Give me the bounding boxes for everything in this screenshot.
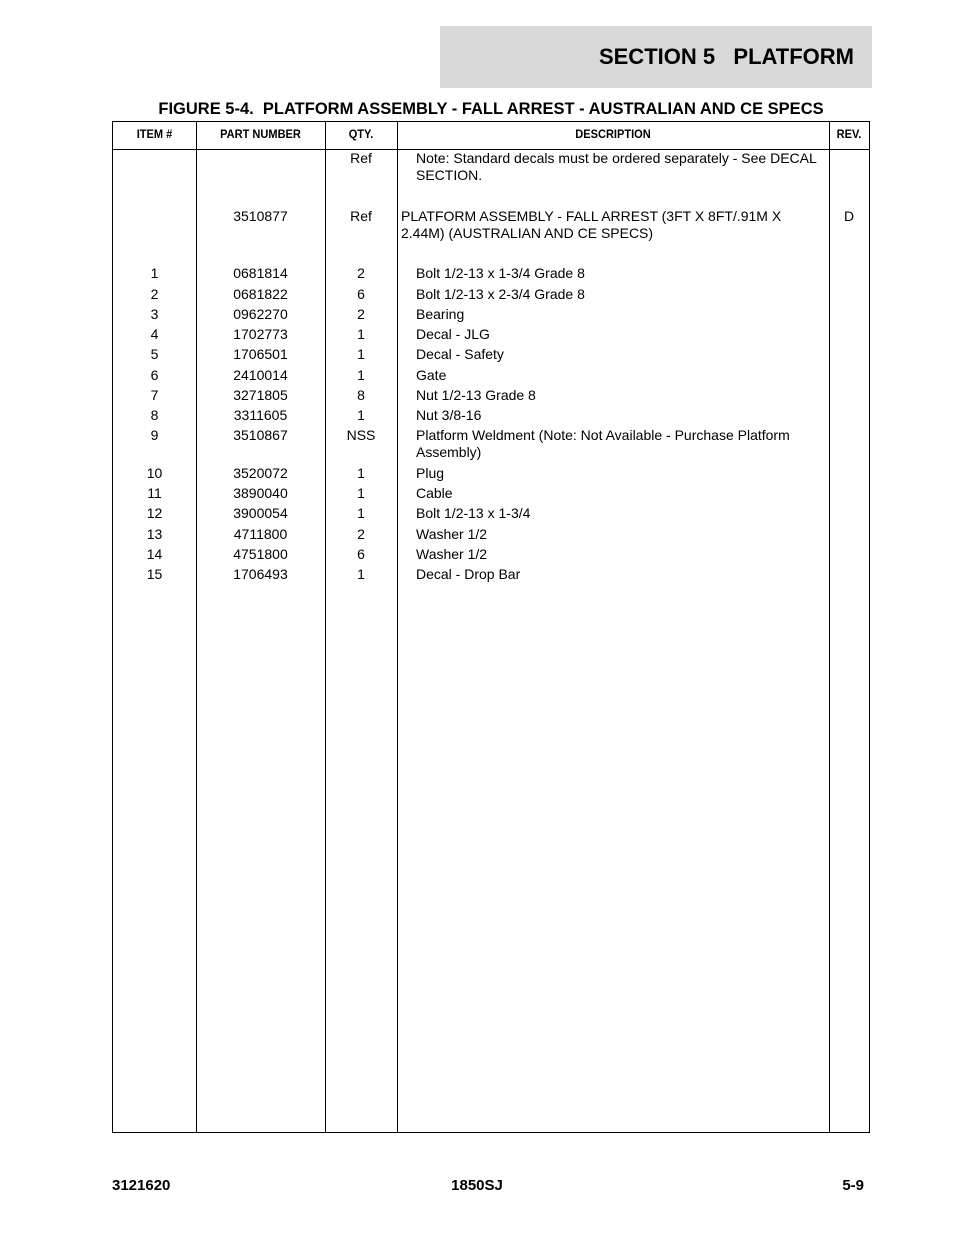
item-cell: 8 — [150, 407, 159, 423]
qty-cell: Ref — [350, 208, 372, 224]
part-number-cell: 3510867 — [233, 427, 288, 443]
table-header — [113, 122, 869, 150]
description-cell: Plug — [416, 465, 445, 481]
description-cell: Bolt 1/2-13 x 1-3/4 — [416, 505, 531, 521]
header-description: DESCRIPTION — [575, 127, 651, 141]
qty-cell: 2 — [357, 306, 365, 322]
item-cell: 6 — [150, 367, 159, 383]
item-cell: 9 — [150, 427, 159, 443]
description-cell: Cable — [416, 485, 453, 501]
part-number-cell: 2410014 — [233, 367, 288, 383]
part-number-cell: 4751800 — [233, 546, 288, 562]
qty-cell: 1 — [357, 407, 365, 423]
part-number-cell: 1702773 — [233, 326, 288, 342]
part-number-cell: 3520072 — [233, 465, 288, 481]
item-cell: 7 — [150, 387, 159, 403]
header-part-number: PART NUMBER — [220, 127, 301, 141]
header-qty: QTY. — [348, 127, 374, 141]
qty-cell: 1 — [357, 326, 365, 342]
part-number-cell: 4711800 — [233, 526, 288, 542]
description-cell: Bolt 1/2-13 x 2-3/4 Grade 8 — [416, 286, 585, 302]
part-number-cell: 3890040 — [233, 485, 288, 501]
item-cell: 13 — [146, 526, 163, 542]
figure-title: FIGURE 5-4. PLATFORM ASSEMBLY - FALL ARREST - AUSTRALIAN AND CE SPECS — [158, 100, 824, 118]
description-cell: Washer 1/2 — [416, 546, 488, 562]
item-cell: 12 — [146, 505, 163, 521]
page-number: 5-9 — [842, 1177, 864, 1194]
item-cell: 5 — [150, 346, 159, 362]
qty-cell: 1 — [357, 566, 365, 582]
qty-cell: NSS — [346, 427, 376, 443]
description-cell: PLATFORM ASSEMBLY - FALL ARREST (3FT X 8FT/.91M X 2.44M) (AUSTRALIAN AND CE SPECS) — [401, 208, 782, 241]
qty-cell: 1 — [357, 505, 365, 521]
column-divider — [829, 122, 830, 1132]
qty-cell: 1 — [357, 465, 365, 481]
part-number-cell: 0962270 — [233, 306, 288, 322]
section-header — [440, 26, 872, 88]
item-cell: 1 — [150, 265, 159, 281]
item-cell: 14 — [146, 546, 163, 562]
part-number-cell: 1706501 — [233, 346, 288, 362]
qty-cell: 2 — [357, 526, 365, 542]
qty-cell: 1 — [357, 485, 365, 501]
qty-cell: 6 — [357, 286, 365, 302]
description-cell: Bolt 1/2-13 x 1-3/4 Grade 8 — [416, 265, 585, 281]
description-cell: Platform Weldment (Note: Not Available - Purchase Platform Assembly) — [416, 427, 790, 460]
section-title: SECTION 5 PLATFORM — [598, 44, 854, 69]
qty-cell: Ref — [350, 150, 372, 166]
qty-cell: 2 — [357, 265, 365, 281]
description-cell: Bearing — [416, 306, 465, 322]
item-cell: 10 — [146, 465, 163, 481]
qty-cell: 1 — [357, 367, 365, 383]
qty-cell: 1 — [357, 346, 365, 362]
description-cell: Decal - Drop Bar — [416, 566, 521, 582]
header-rev: REV. — [836, 127, 862, 141]
description-cell: Nut 3/8-16 — [416, 407, 482, 423]
qty-cell: 6 — [357, 546, 365, 562]
item-cell: 11 — [147, 485, 162, 501]
part-number-cell: 1706493 — [233, 566, 288, 582]
qty-cell: 8 — [357, 387, 365, 403]
part-number-cell: 0681822 — [233, 286, 288, 302]
item-cell: 15 — [146, 566, 163, 582]
description-cell: Note: Standard decals must be ordered separately - See DECAL SECTION. — [416, 150, 817, 183]
description-cell: Decal - Safety — [416, 346, 504, 362]
rev-cell: D — [843, 208, 855, 224]
item-cell: 3 — [150, 306, 159, 322]
part-number-cell: 0681814 — [233, 265, 288, 281]
part-number-cell: 3510877 — [233, 208, 288, 224]
part-number-cell: 3311605 — [233, 407, 288, 423]
column-divider — [397, 122, 398, 1132]
item-cell: 2 — [150, 286, 159, 302]
description-cell: Gate — [416, 367, 447, 383]
item-cell: 4 — [150, 326, 159, 342]
parts-table — [112, 121, 870, 1133]
description-cell: Decal - JLG — [416, 326, 490, 342]
description-cell: Nut 1/2-13 Grade 8 — [416, 387, 536, 403]
description-cell: Washer 1/2 — [416, 526, 488, 542]
doc-number: 3121620 — [112, 1177, 171, 1194]
header-item: ITEM # — [136, 127, 173, 141]
model-number: 1850SJ — [451, 1177, 503, 1194]
part-number-cell: 3900054 — [233, 505, 288, 521]
part-number-cell: 3271805 — [233, 387, 288, 403]
